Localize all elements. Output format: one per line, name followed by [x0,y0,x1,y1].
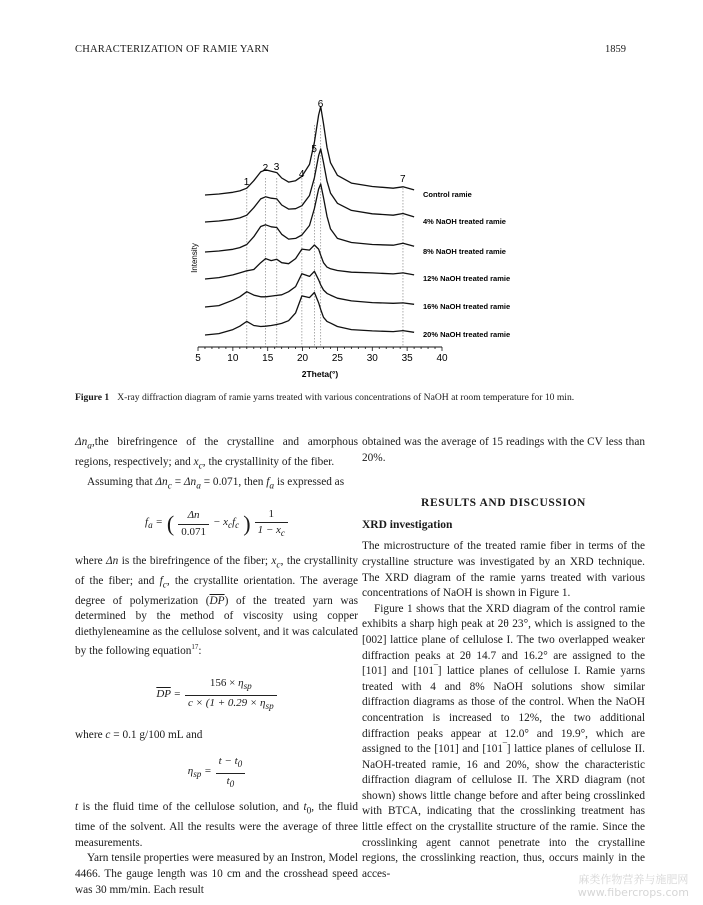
series-label: 12% NaOH treated ramie [423,274,511,283]
paragraph: where Δn is the birefringence of the fiber; $x_c$, the crystallinity of the fiber; and $f_c$, the crystallite orientation. The average degree of polymerization $(\overline{DP})$ of the treated yarn was determined by the method of viscosity using copper diethyleneamine as the cellulose solvent, and it was calculated by the following equation$^{17}$: [75,554,359,658]
right-column [362,435,645,882]
series-label: 20% NaOH treated ramie [423,330,511,339]
paragraph: Figure 1 shows that the XRD diagram of the control ramie exhibits a sharp high peak at 2θ 23°, which is assigned to the [002] lattice plane of cellulose I. The two overlapped weaker diffraction peaks at 2θ 14.7 and 16.2° are assigned to the [101] and [101‾] lattice planes of cellulose I. Ramie yarns treated with 4 and 8% NaOH solutions show similar diffraction diagrams as those of the control. When the NaOH concentration is increased to 12%, the two additional diffraction peaks appear at 12.0° and 19.9°, which are assigned to the [101] and [101‾] lattice planes of cellulose II. NaOH-treated ramie, 16 and 20%, show the characteristic diffraction diagram of cellulose II. The XRD diagram (not shown) shows little change before and after being crosslinked with BTCA, indicating that the crosslinking treatment has little effect on the crystallite structure of the ramie. Since the crosslinking agent cannot penetrate into the crystalline regions, the crosslinking reaction, thus, occurs mainly in the acces- [362,602,645,880]
equation-orientation: $f_a$ = ( $\frac{\Delta n}{0.071}$ − $x_cf_c$ ) $\frac{1}{1 - x_c}$ [75,507,358,542]
paragraph: t is the fluid time of the cellulose solution, and $t_0$, the fluid time of the solvent. All the results were the average of three measurements. [75,801,358,849]
equation-eta: $\eta_{sp}$ = $\frac{t - t_0}{t_0}$ [75,754,358,793]
y-axis-label: Intensity [190,243,199,273]
x-tick-label: 30 [366,353,378,364]
watermark [578,873,689,899]
xrd-curve [205,149,414,222]
paragraph: $\Delta n_a,the$ birefringence of the crystalline and amorphous regions, respectively; and $x_c$, the crystallinity of the fiber. [75,436,358,472]
x-tick-label: 40 [436,353,448,364]
page-number: 1859 [605,44,626,55]
xrd-chart-plot [0,0,703,385]
paragraph: Yarn tensile properties were measured by an Instron, Model 4466. The gauge length was 10 cm and the crosshead speed was 30 mm/min. Each result [75,852,358,896]
x-tick-label: 15 [262,353,274,364]
xrd-curve [205,271,414,307]
watermark-cn: 麻类作物营养与施肥网 [578,873,689,886]
equation-dp: $\overline{DP}$ = $\frac{156 \times \eta_{sp}}{c \times (1 + 0.29 \times \eta_{sp}}$ [75,676,358,715]
paragraph: obtained was the average of 15 readings with the CV less than 20%. [362,436,645,464]
peak-label: 1 [243,177,250,188]
watermark-url: www.fibercrops.com [577,886,689,899]
paragraph: Assuming that $\Delta n_c = \Delta n_a = 0.071$, then $f_a$ is expressed as [87,475,345,491]
paragraph: where c = 0.1 g/100 mL and [75,729,203,742]
x-tick-label: 20 [297,353,309,364]
xrd-curve [205,107,414,195]
peak-label: 6 [317,99,324,110]
running-head: CHARACTERIZATION OF RAMIE YARN [75,44,270,55]
series-label: Control ramie [423,190,472,199]
series-label: 4% NaOH treated ramie [423,217,506,226]
x-tick-label: 35 [401,353,413,364]
paragraph: The microstructure of the treated ramie fiber in terms of the crystalline structure was investigated by an XRD technique. The XRD diagram of the ramie yarns treated with various concentrations of NaOH is shown in Figure 1. [362,540,645,600]
subsection-heading: XRD investigation [362,518,453,531]
left-column [75,435,358,898]
peak-label: 3 [273,162,280,173]
peak-label: 2 [262,163,269,174]
peak-label: 7 [399,174,406,185]
x-tick-label: 5 [195,353,201,364]
figure-caption-text: X-ray diffraction diagram of ramie yarns treated with various concentrations of NaOH at room temperature for 10 min. [117,392,575,403]
section-heading: RESULTS AND DISCUSSION [421,497,586,510]
x-axis-label: 2Theta(°) [301,369,339,379]
xrd-curve [205,245,414,279]
peak-label: 5 [311,144,317,155]
series-label: 8% NaOH treated ramie [423,247,506,256]
xrd-chart [0,0,703,385]
series-label: 16% NaOH treated ramie [423,302,511,311]
x-tick-label: 10 [227,353,239,364]
figure-label: Figure 1 [75,392,110,403]
peak-label: 4 [298,169,305,180]
figure-caption [75,392,635,403]
x-tick-label: 25 [331,353,343,364]
